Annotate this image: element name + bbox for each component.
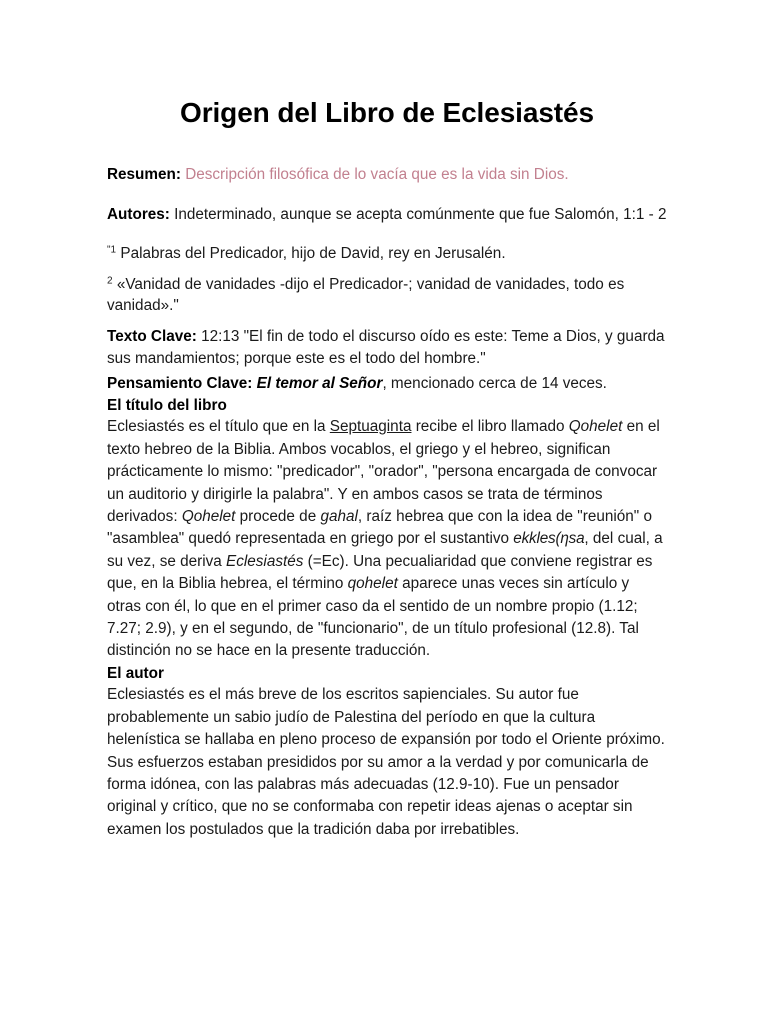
- key-text-label: Texto Clave:: [107, 327, 197, 345]
- term-gahal: gahal: [320, 507, 358, 525]
- text-run: , del cual, a su vez, se deriva: [107, 530, 663, 570]
- term-eclesiastes: Eclesiastés: [226, 552, 304, 570]
- text-run: , raíz hebrea que con la idea de "reunión" o "asamblea" quedó representada en griego por el sustantivo: [107, 507, 652, 548]
- section-paragraph-el-autor: Eclesiastés es el más breve de los escritos sapienciales. Su autor fue probablemente un sabio judío de Palestina del período en que la cultura helenística se hallaba en pleno proceso de expansión por todo el Oriente próximo. Sus esfuerzos estaban presididos por su amor a la verdad y por comunicarla de forma idónea, con las palabras más adecuadas (12.9-10). Fue un pensador original y crítico, que no se conformaba con repetir ideas ajenas o aceptar sin examen los postulados que la tradición daba por irrebatibles.: [107, 686, 665, 838]
- section-paragraph-titulo-del-libro: [107, 416, 667, 662]
- key-thought-text: , mencionado cerca de 14 veces.: [382, 375, 607, 393]
- verse-line-1: [107, 243, 667, 265]
- document-content: [107, 0, 667, 841]
- section-heading-el-autor: El autor: [107, 664, 164, 682]
- page-title: Origen del Libro de Eclesiastés: [180, 97, 594, 128]
- section-heading-titulo-del-libro: El título del libro: [107, 396, 227, 414]
- verse-marker-2: 2: [107, 275, 113, 287]
- key-thought-line: [107, 373, 667, 395]
- key-text-value: 12:13 "El fin de todo el discurso oído es este: Teme a Dios, y guarda sus mandamientos; porque este es el todo del hombre.": [107, 327, 665, 367]
- authors-label: Autores:: [107, 205, 170, 223]
- verse-text-2: «Vanidad de vanidades -dijo el Predicador-; vanidad de vanidades, todo es vanidad».": [107, 275, 625, 315]
- verse-text-1: Palabras del Predicador, hijo de David, rey en Jerusalén.: [120, 245, 506, 263]
- text-run: aparece unas veces sin artículo y otras con él, lo que en el primer caso da el sentido de un nombre propio (1.12; 7.27; 2.9), y en el segundo, de "funcionario", de un título profesional (12.8). Tal distinción no se hace en la presente traducción.: [107, 575, 639, 660]
- text-run: Eclesiastés es el título que en la: [107, 418, 330, 436]
- term-septuaginta: Septuaginta: [329, 418, 412, 436]
- authors-line: [107, 204, 667, 226]
- summary-label: Resumen:: [107, 166, 181, 183]
- key-text-line: [107, 326, 667, 369]
- verse-line-2: [107, 274, 667, 317]
- term-ekklesia: ekkles(ηsa: [513, 530, 585, 548]
- term-qohelet-3: qohelet: [347, 575, 398, 593]
- term-qohelet-2: Qohelet: [181, 507, 236, 525]
- summary-text: Descripción filosófica de lo vacía que es la vida sin Dios.: [185, 166, 569, 183]
- text-run: recibe el libro llamado: [411, 418, 569, 436]
- text-run: (=Ec). Una pecualiaridad que conviene registrar es que, en la Biblia hebrea, el término: [107, 552, 653, 593]
- authors-text: Indeterminado, aunque se acepta comúnmente que fue Salomón, 1:1 - 2: [174, 205, 667, 223]
- key-thought-label: Pensamiento Clave:: [107, 375, 253, 393]
- term-qohelet-1: Qohelet: [568, 418, 623, 436]
- verse-marker-1: "1: [107, 244, 117, 256]
- text-run: en el texto hebreo de la Biblia. Ambos vocablos, el griego y el hebreo, significan prácticamente lo mismo: "predicador", "orador", "persona encargada de convocar un auditorio y dirigirle la palabra". Y en ambos casos se trata de términos derivados:: [107, 418, 660, 525]
- text-run: procede de: [235, 507, 321, 525]
- summary-line: [107, 164, 667, 186]
- key-thought-emphasis: El temor al Señor: [256, 375, 383, 393]
